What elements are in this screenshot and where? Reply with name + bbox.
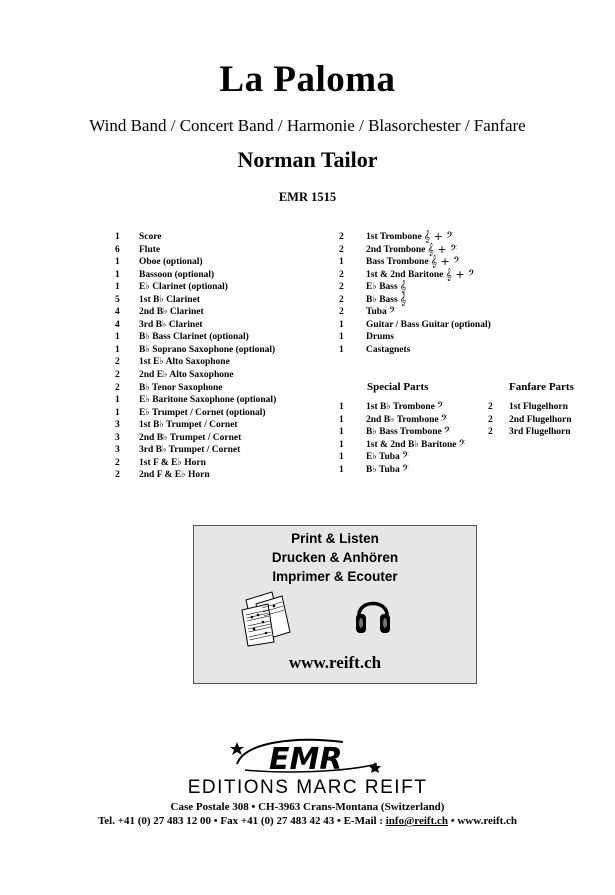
part-name: 3rd B♭ Clarinet bbox=[139, 319, 203, 330]
part-row bbox=[339, 256, 491, 269]
composer: Norman Tailor bbox=[237, 147, 378, 172]
part-row bbox=[339, 244, 491, 257]
contact-phone-fax: Tel. +41 (0) 27 483 12 00 • Fax +41 (0) 27 483 42 43 • E-Mail : bbox=[97, 815, 386, 827]
special-part-row bbox=[339, 426, 466, 439]
part-name: 2nd F & E♭ Horn bbox=[139, 470, 210, 481]
part-quantity: 4 bbox=[115, 307, 120, 318]
part-row bbox=[115, 432, 276, 445]
part-row bbox=[115, 419, 276, 432]
part-row bbox=[115, 244, 276, 257]
part-name: Drums bbox=[366, 332, 394, 343]
sheet-music-icon bbox=[238, 588, 300, 648]
part-name: Castagnets bbox=[366, 344, 411, 355]
clef-icon: 𝄢 bbox=[401, 450, 409, 464]
fanfare-part-row bbox=[488, 414, 572, 427]
part-name: B♭ Tuba bbox=[366, 464, 400, 475]
part-row bbox=[115, 331, 276, 344]
clef-icon: 𝄢 bbox=[440, 412, 448, 426]
part-name: Score bbox=[139, 232, 162, 242]
part-quantity: 1 bbox=[115, 407, 120, 418]
part-row bbox=[115, 407, 276, 420]
part-name: 2nd Flugelhorn bbox=[509, 414, 572, 425]
fanfare-parts-list bbox=[488, 401, 572, 439]
part-row bbox=[115, 294, 276, 307]
fanfare-part-row bbox=[488, 426, 572, 439]
part-quantity: 4 bbox=[115, 319, 120, 330]
part-quantity: 2 bbox=[115, 382, 120, 393]
part-quantity: 1 bbox=[339, 452, 344, 463]
part-name: E♭ Tuba bbox=[366, 452, 400, 463]
part-name: 2nd Trombone bbox=[366, 244, 426, 255]
fanfare-parts-heading: Fanfare Parts bbox=[509, 381, 574, 393]
part-quantity: 1 bbox=[339, 414, 344, 425]
part-name: E♭ Clarinet (optional) bbox=[139, 282, 228, 293]
part-row bbox=[115, 356, 276, 369]
emr-logo bbox=[225, 734, 395, 783]
part-quantity: 2 bbox=[488, 402, 493, 412]
print-listen-box bbox=[193, 525, 477, 684]
clef-icon: 𝄢 bbox=[458, 437, 466, 451]
part-quantity: 1 bbox=[339, 344, 344, 355]
print-listen-line-fr: Imprimer & Ecouter bbox=[272, 569, 398, 584]
clef-icon: 𝄞 bbox=[399, 280, 407, 294]
publisher-name: EDITIONS MARC REIFT bbox=[187, 777, 428, 798]
part-quantity: 2 bbox=[339, 282, 344, 293]
part-quantity: 2 bbox=[115, 470, 120, 481]
special-parts-heading: Special Parts bbox=[367, 381, 429, 393]
part-row bbox=[115, 382, 276, 395]
part-row bbox=[339, 344, 491, 357]
part-row bbox=[115, 231, 276, 244]
part-name: E♭ Bass bbox=[366, 282, 398, 293]
part-name: 1st B♭ Clarinet bbox=[139, 294, 200, 305]
part-quantity: 1 bbox=[339, 439, 344, 450]
part-quantity: 2 bbox=[115, 357, 120, 368]
part-quantity: 6 bbox=[115, 244, 120, 255]
part-name: Tuba bbox=[366, 307, 387, 318]
part-quantity: 3 bbox=[115, 432, 120, 443]
part-quantity: 2 bbox=[339, 269, 344, 280]
title: La Paloma bbox=[219, 59, 396, 100]
publisher-contact bbox=[0, 815, 615, 827]
clef-icon: 𝄢 bbox=[388, 305, 396, 319]
part-row bbox=[339, 331, 491, 344]
part-name: 1st Trombone bbox=[366, 232, 422, 242]
clef-icon: 𝄞 + 𝄢 bbox=[427, 242, 458, 256]
part-row bbox=[339, 269, 491, 282]
part-row bbox=[115, 256, 276, 269]
part-quantity: 1 bbox=[339, 427, 344, 438]
part-quantity: 1 bbox=[115, 232, 120, 242]
part-name: B♭ Bass Clarinet (optional) bbox=[139, 332, 249, 343]
part-name: Bassoon (optional) bbox=[139, 269, 215, 280]
part-row bbox=[115, 394, 276, 407]
part-name: 3rd B♭ Trumpet / Cornet bbox=[139, 445, 241, 456]
part-name: 2nd B♭ Trumpet / Cornet bbox=[139, 432, 242, 443]
part-name: B♭ Soprano Saxophone (optional) bbox=[139, 344, 276, 355]
part-name: 2nd B♭ Trombone bbox=[366, 414, 439, 425]
special-part-row bbox=[339, 464, 466, 477]
part-row bbox=[339, 306, 491, 319]
part-row bbox=[339, 231, 491, 244]
part-row bbox=[115, 319, 276, 332]
clef-icon: 𝄞 bbox=[399, 292, 407, 306]
clef-icon: 𝄢 bbox=[401, 462, 409, 476]
part-name: 2nd B♭ Clarinet bbox=[139, 307, 204, 318]
part-name: 3rd Flugelhorn bbox=[509, 427, 571, 438]
contact-website: • www.reift.ch bbox=[448, 815, 518, 827]
part-quantity: 1 bbox=[115, 332, 120, 343]
website-link[interactable]: www.reift.ch bbox=[288, 653, 382, 672]
special-parts-list bbox=[339, 401, 466, 476]
part-quantity: 1 bbox=[115, 282, 120, 293]
clef-icon: 𝄞 + 𝄢 bbox=[423, 230, 454, 243]
part-quantity: 2 bbox=[115, 370, 120, 381]
part-name: B♭ Tenor Saxophone bbox=[139, 382, 223, 393]
part-quantity: 1 bbox=[339, 319, 344, 330]
part-row bbox=[115, 269, 276, 282]
clef-icon: 𝄞 + 𝄢 bbox=[430, 255, 461, 269]
headphones-icon bbox=[353, 589, 393, 637]
part-row bbox=[339, 294, 491, 307]
part-quantity: 5 bbox=[115, 294, 120, 305]
part-name: Bass Trombone bbox=[366, 257, 429, 268]
part-row bbox=[115, 306, 276, 319]
part-quantity: 1 bbox=[339, 464, 344, 475]
print-listen-line-en: Print & Listen bbox=[291, 531, 379, 546]
part-name: 2nd E♭ Alto Saxophone bbox=[139, 370, 234, 381]
part-name: 1st B♭ Trombone bbox=[366, 402, 435, 412]
part-quantity: 1 bbox=[115, 344, 120, 355]
part-row bbox=[115, 444, 276, 457]
part-quantity: 1 bbox=[115, 257, 120, 268]
fanfare-part-row bbox=[488, 401, 572, 414]
part-quantity: 2 bbox=[339, 232, 344, 242]
part-quantity: 3 bbox=[115, 445, 120, 456]
clef-icon: 𝄞 + 𝄢 bbox=[445, 267, 476, 281]
part-name: E♭ Trumpet / Cornet (optional) bbox=[139, 407, 266, 418]
part-quantity: 1 bbox=[115, 269, 120, 280]
part-quantity: 2 bbox=[339, 294, 344, 305]
part-row bbox=[115, 457, 276, 470]
publisher-address: Case Postale 308 • CH-3963 Crans-Montana (Switzerland) bbox=[170, 801, 445, 813]
parts-list-left bbox=[115, 231, 276, 482]
part-name: B♭ Bass bbox=[366, 294, 398, 305]
part-quantity: 2 bbox=[488, 427, 493, 438]
part-name: 1st E♭ Alto Saxophone bbox=[139, 357, 230, 368]
part-row bbox=[339, 281, 491, 294]
catalog-number: EMR 1515 bbox=[278, 190, 337, 204]
part-row bbox=[339, 319, 491, 332]
part-row bbox=[115, 344, 276, 357]
part-row bbox=[115, 469, 276, 482]
part-name: E♭ Baritone Saxophone (optional) bbox=[139, 395, 277, 406]
part-quantity: 1 bbox=[115, 395, 120, 406]
subtitle: Wind Band / Concert Band / Harmonie / Blasorchester / Fanfare bbox=[89, 116, 526, 135]
part-name: 1st B♭ Trumpet / Cornet bbox=[139, 420, 238, 431]
part-name: 1st & 2nd B♭ Baritone bbox=[366, 439, 457, 450]
part-quantity: 1 bbox=[339, 402, 344, 412]
part-quantity: 2 bbox=[115, 457, 120, 468]
clef-icon: 𝄢 bbox=[436, 400, 444, 413]
part-name: 1st F & E♭ Horn bbox=[139, 457, 206, 468]
part-quantity: 2 bbox=[488, 414, 493, 425]
special-part-row bbox=[339, 401, 466, 414]
emr-logo-text: EMR bbox=[269, 742, 343, 777]
part-name: B♭ Bass Trombone bbox=[366, 427, 442, 438]
part-quantity: 1 bbox=[339, 332, 344, 343]
email-link[interactable]: info@reift.ch bbox=[385, 815, 449, 827]
special-part-row bbox=[339, 451, 466, 464]
part-quantity: 1 bbox=[339, 257, 344, 268]
part-row bbox=[115, 281, 276, 294]
parts-list-right bbox=[339, 231, 491, 356]
part-name: 1st Flugelhorn bbox=[509, 402, 568, 412]
part-quantity: 2 bbox=[339, 307, 344, 318]
part-name: Flute bbox=[139, 244, 161, 255]
part-name: 1st & 2nd Baritone bbox=[366, 269, 444, 280]
part-name: Guitar / Bass Guitar (optional) bbox=[366, 319, 491, 330]
print-listen-line-de: Drucken & Anhören bbox=[271, 550, 399, 565]
part-quantity: 3 bbox=[115, 420, 120, 431]
clef-icon: 𝄢 bbox=[443, 425, 451, 439]
part-row bbox=[115, 369, 276, 382]
part-quantity: 2 bbox=[339, 244, 344, 255]
part-name: Oboe (optional) bbox=[139, 257, 203, 268]
